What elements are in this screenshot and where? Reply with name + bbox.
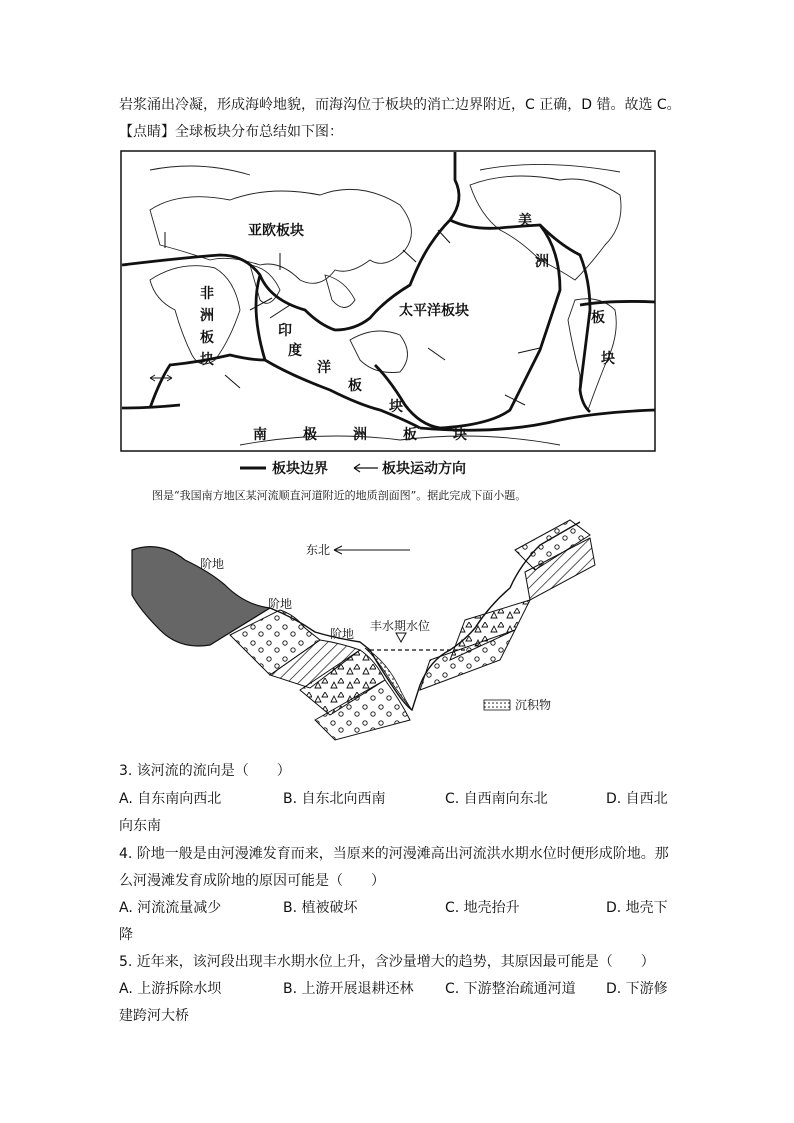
question-5-option-a[interactable]: A. 上游拆除水坝	[119, 981, 222, 997]
indian-plate-label-2: 度	[288, 343, 302, 359]
question-5-option-d[interactable]: D. 下游修	[606, 981, 668, 997]
antarctic-plate-label-1: 南	[253, 427, 267, 443]
plate-map-figure	[120, 150, 656, 456]
sediment-legend-label: 沉积物	[515, 698, 552, 712]
answer-explanation-line: 岩浆涌出冷凝，形成海岭地貌，而海沟位于板块的消亡边界附近，C 正确，D 错。故选 C。	[119, 97, 681, 113]
sediment-legend-swatch	[484, 700, 510, 710]
question-3-stem: 3. 该河流的流向是（ ）	[119, 763, 291, 779]
question-5-option-b[interactable]: B. 上游开展退耕还林	[283, 981, 414, 997]
figure-caption: 图是“我国南方地区某河流顺直河道附近的地质剖面图”。据此完成下面小题。	[152, 489, 527, 502]
question-5-stem: 5. 近年来，该河段出现丰水期水位上升，含沙量增大的趋势，其原因最可能是（ ）	[119, 954, 655, 970]
indian-plate-label-3: 洋	[317, 360, 331, 376]
question-3-option-a[interactable]: A. 自东南向西北	[119, 791, 222, 807]
question-3-option-d-wrap: 向东南	[119, 818, 161, 834]
american-plate-label-1: 美	[518, 213, 532, 229]
question-4-option-b[interactable]: B. 植被破坏	[283, 900, 358, 916]
question-4-option-d-wrap: 降	[119, 927, 133, 943]
question-4-stem: 4. 阶地一般是由河漫滩发育而来，当原来的河漫滩高出河流洪水期水位时便形成阶地。那	[119, 846, 669, 862]
tip-heading: 【点睛】全球板块分布总结如下图：	[119, 124, 343, 140]
question-3-option-d[interactable]: D. 自西北	[606, 791, 668, 807]
american-plate-label-3: 板	[591, 310, 605, 326]
geological-profile-figure	[120, 510, 640, 745]
question-3-option-c[interactable]: C. 自西南向东北	[445, 791, 548, 807]
question-4-option-a[interactable]: A. 河流流量减少	[119, 900, 222, 916]
african-plate-label-1: 非	[200, 286, 214, 302]
legend-boundary-label: 板块边界	[272, 461, 328, 477]
direction-label: 东北	[306, 543, 331, 557]
map-legend	[238, 456, 518, 480]
african-plate-label-4: 块	[200, 352, 214, 368]
question-4-option-c[interactable]: C. 地壳抬升	[445, 900, 520, 916]
terrace-label-middle: 阶地	[268, 597, 293, 611]
question-4-option-d[interactable]: D. 地壳下	[606, 900, 668, 916]
african-plate-label-2: 洲	[200, 308, 214, 324]
question-4-stem-cont: 么河漫滩发育成阶地的原因可能是（ ）	[119, 873, 385, 889]
eurasian-plate-label: 亚欧板块	[248, 223, 304, 239]
american-plate-label-2: 洲	[535, 254, 549, 270]
question-5-option-c[interactable]: C. 下游整治疏通河道	[445, 981, 576, 997]
terrace-label-lower: 阶地	[330, 627, 355, 641]
question-5-option-d-wrap: 建跨河大桥	[119, 1008, 189, 1024]
pacific-plate-label: 太平洋板块	[399, 303, 469, 319]
antarctic-plate-label-2: 极	[303, 427, 317, 443]
flood-level-label: 丰水期水位	[370, 619, 431, 633]
american-plate-label-4: 块	[601, 351, 615, 367]
indian-plate-label-1: 印	[278, 323, 292, 339]
antarctic-plate-label-4: 板	[403, 427, 417, 443]
indian-plate-label-5: 块	[389, 399, 403, 415]
question-3-option-b[interactable]: B. 自东北向西南	[283, 791, 386, 807]
antarctic-plate-label-5: 块	[453, 427, 467, 443]
antarctic-plate-label-3: 洲	[353, 427, 367, 443]
legend-motion-label: 板块运动方向	[382, 461, 466, 477]
terrace-label-upper: 阶地	[200, 557, 225, 571]
water-level-marker-icon	[396, 633, 406, 642]
african-plate-label-3: 板	[200, 330, 214, 346]
indian-plate-label-4: 板	[348, 378, 362, 394]
